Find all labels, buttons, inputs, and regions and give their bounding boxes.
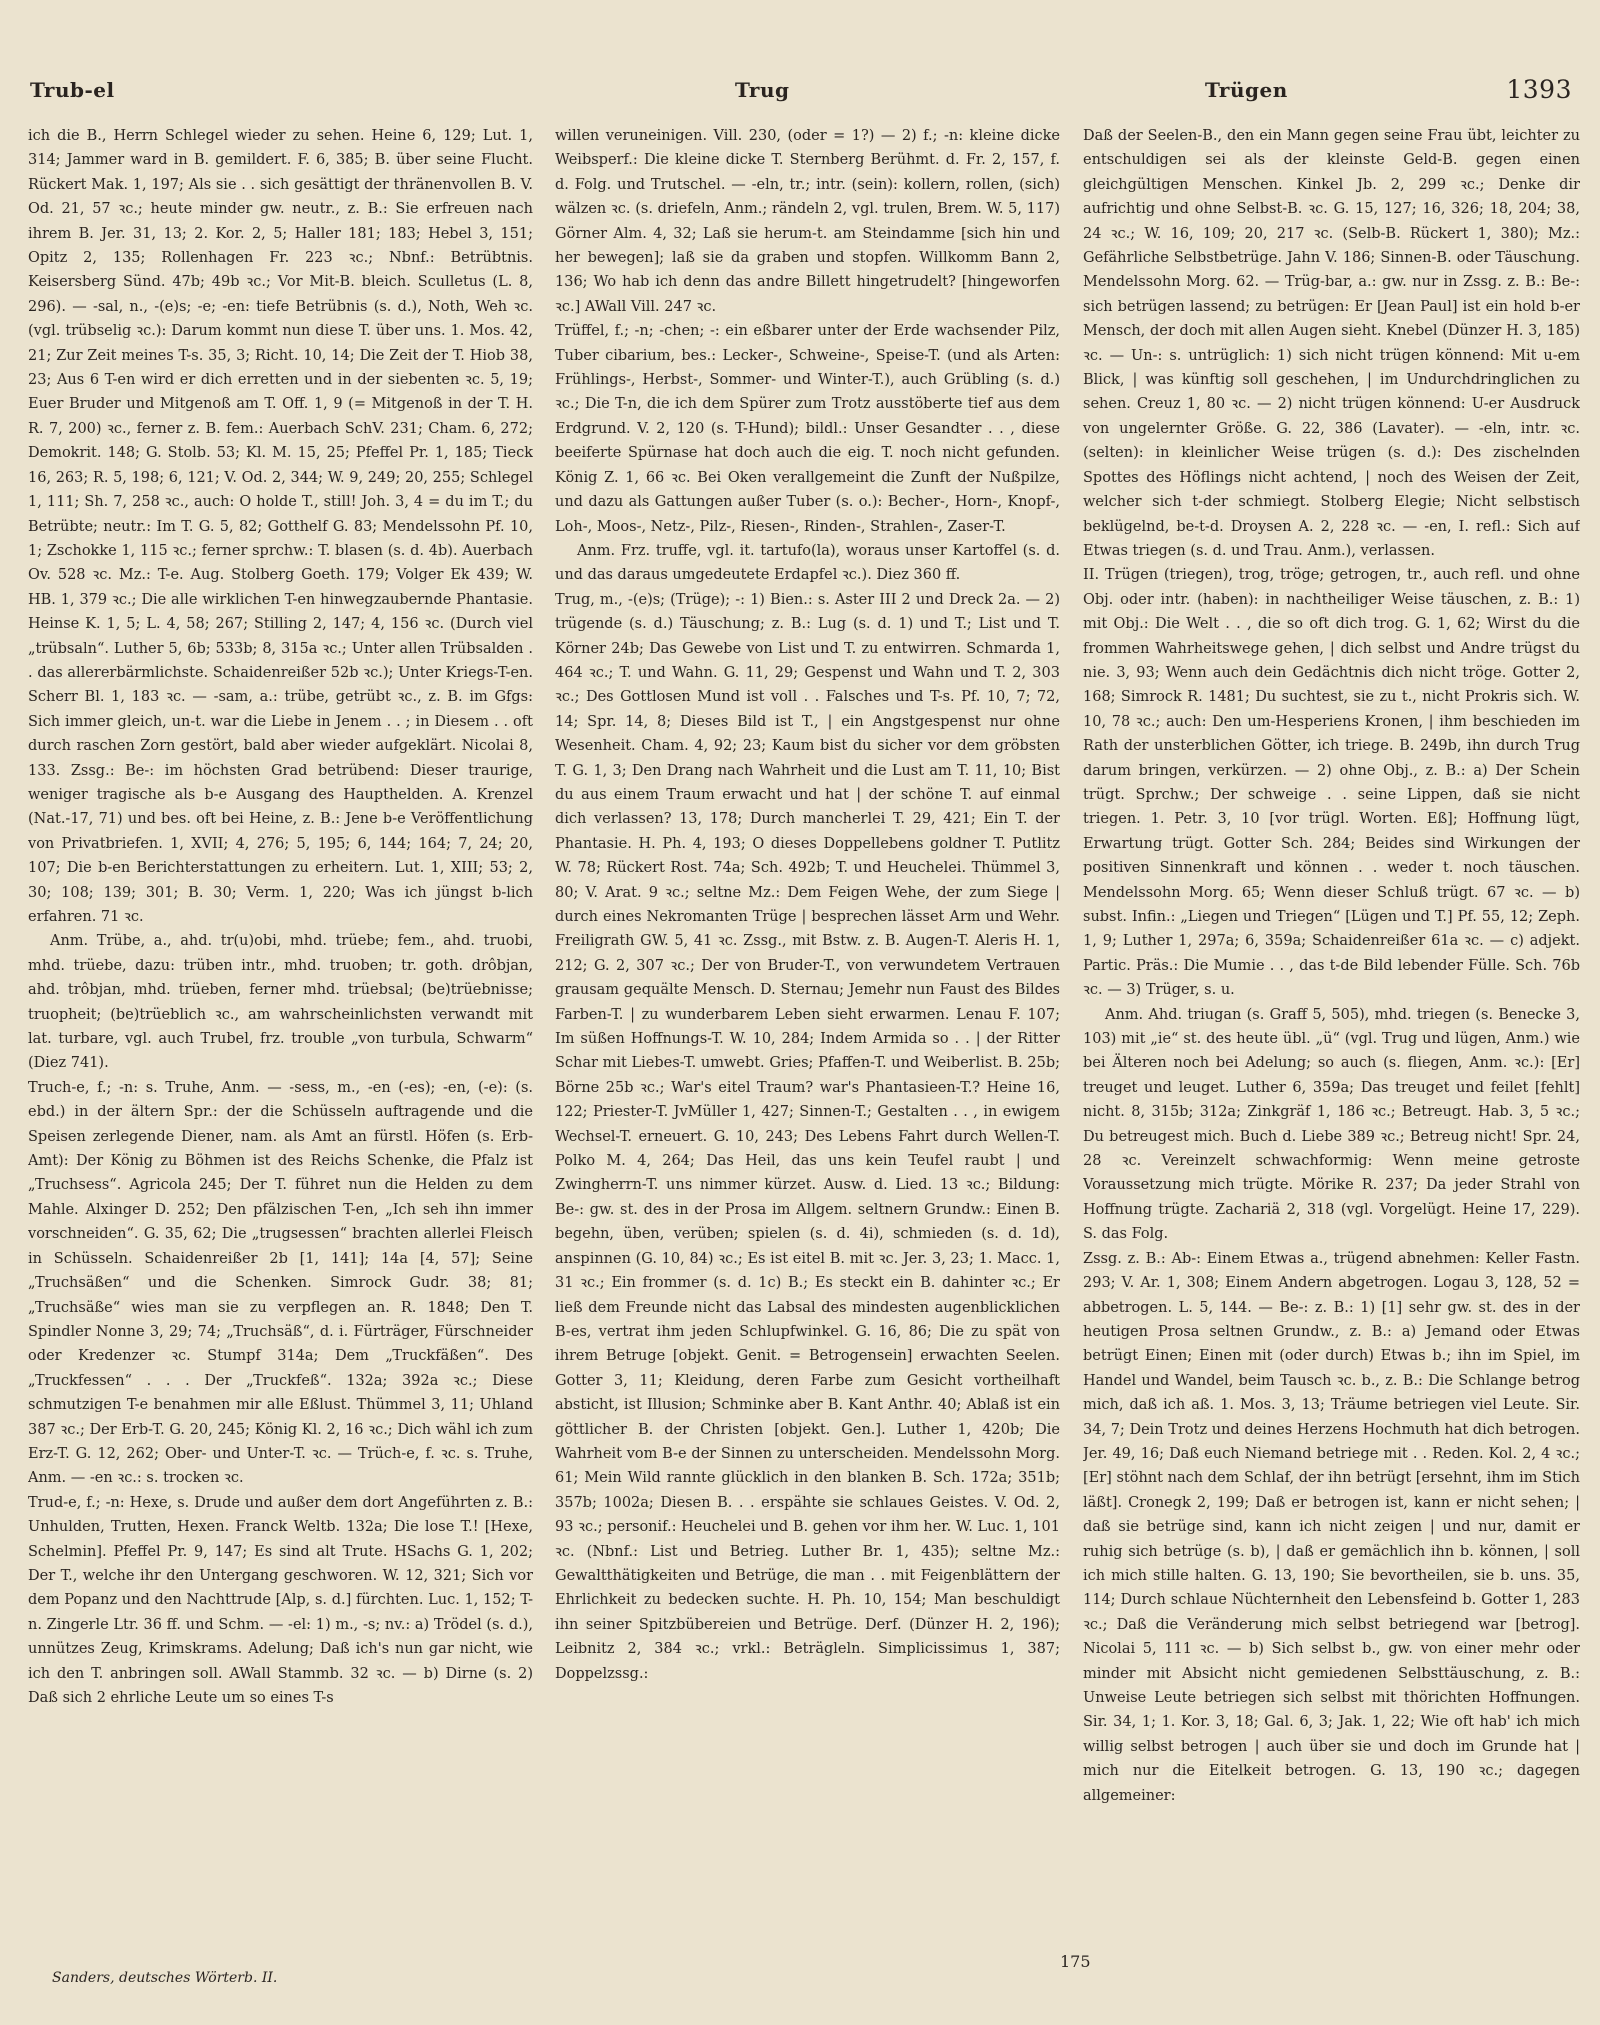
annotation-paragraph: Anm. Trübe, a., ahd. tr(u)obi, mhd. trüebe; fem., ahd. truobi, mhd. trüebe, dazu: trüben intr., mhd. truoben; tr. goth. drôbjan, ahd. trôbjan, mhd. trüeben, ferner mhd. trüebsal; (be)trüebnisse; truopheit; (be)trüeblich ꝛc., am wahrscheinlichsten verwandt mit lat. turbare, vgl. auch Trubel, frz. trouble „von turbula, Schwarm“ (Diez 741). — [28, 933, 533, 1072]
running-head-left: Trub-el — [30, 78, 115, 102]
entry-paragraph: Zssg. z. B.: Ab-: Einem Etwas a., trügend abnehmen: Keller Fastn. 293; V. Ar. 1, 308; Einem Andern abgetrogen. Logau 3, 128, 52 = abbetrogen. L. 5, 144. — Be-: z. B.: 1) [1] sehr gw. st. des in der heutigen Prosa seltnen Grundw., z. B.: a) Jemand oder Etwas betrügt Einen; Einen mit (oder durch) Etwas b.; ihn im Spiel, im Handel und Wandel, beim Tausch ꝛc. b., z. B.: Die Schlange betrog mich, daß ich aß. 1. Mos. 3, 13; Träume betriegen viel Leute. Sir. 34, 7; Dein Trotz und deines Herzens Hochmuth hat dich betrogen. Jer. 49, 16; Daß euch Niemand betriege mit . . Reden. Kol. 2, 4 ꝛc.; [Er] stöhnt nach dem Schlaf, der ihn betrügt [ersehnt, ihm im Stich läßt]. Cronegk 2, 199; Daß er betrogen ist, kann er nicht sehen; | daß sie betrüge sind, kann ich nicht zeigen | und nur, damit er ruhig sich betrüge (s. b), | daß er gemächlich ihn b. können, | soll ich mich stille halten. G. 13, 190; Sie bevortheilen, sie b. uns. 35, 114; Durch schlaue Nüchternheit den Lebensfeind b. Gotter 1, 283 ꝛc.; Daß die Veränderung mich selbst betriegend war [betrog]. Nicolai 5, 111 ꝛc. — b) Sich selbst b., gw. von einer mehr oder minder mit Absicht nicht gemiedenen Selbsttäuschung, z. B.: Unweise Leute betriegen sich selbst mit thörichten Hoffnungen. Sir. 34, 1; 1. Kor. 3, 18; Gal. 6, 3; Jak. 1, 22; Wie oft hab' ich mich willig selbst betrogen | auch über sie und doch im Grunde hat | mich nur die Eitelkeit betrogen. G. 13, 190 ꝛc.; dagegen allgemeiner: — [1083, 1250, 1580, 1804]
annotation-paragraph: Anm. Frz. truffe, vgl. it. tartufo(la), woraus unser Kartoffel (s. d. und das daraus umgedeutete Erdapfel ꝛc.). Diez 360 ff. — [555, 542, 1060, 584]
text-column-1 — [28, 124, 533, 1904]
entry-paragraph: Daß der Seelen-B., den ein Mann gegen seine Frau übt, leichter zu entschuldigen sei als der kleinste Geld-B. gegen einen gleichgültigen Menschen. Kinkel Jb. 2, 299 ꝛc.; Denke dir aufrichtig und ohne Selbst-B. ꝛc. G. 15, 127; 16, 326; 18, 204; 38, 24 ꝛc.; W. 16, 109; 20, 217 ꝛc. (Selb-B. Rückert 1, 380); Mz.: Gefährliche Selbstbetrüge. Jahn V. 186; Sinnen-B. oder Täuschung. Mendelssohn Morg. 62. — Trüg-bar, a.: gw. nur in Zssg. z. B.: Be-: sich betrügen lassend; zu betrügen: Er [Jean Paul] ist ein hold b-er Mensch, der doch mit allen Augen sieht. Knebel (Dünzer H. 3, 185) ꝛc. — Un-: s. untrüglich: 1) sich nicht trügen könnend: Mit u-em Blick, | was künftig soll geschehen, | im Undurchdringlichen zu sehen. Creuz 1, 80 ꝛc. — 2) nicht trügen könnend: U-er Ausdruck von ungelernter Größe. G. 22, 386 (Lavater). — -eln, intr. ꝛc. (selten): in kleinlicher Weise trügen (s. d.): Des zischelnden Spottes des Höflings nicht achtend, | noch des Weisen der Zeit, welcher sich t-der schmiegt. Stolberg Elegie; Nicht selbstisch beklügelnd, be-t-d. Droysen A. 2, 228 ꝛc. — -en, I. refl.: Sich auf Etwas triegen (s. d. und Trau. Anm.), verlassen. — [1083, 128, 1580, 559]
running-head-right: Trügen — [1205, 78, 1288, 102]
entry-paragraph: ich die B., Herrn Schlegel wieder zu sehen. Heine 6, 129; Lut. 1, 314; Jammer ward in B. gemildert. F. 6, 385; B. über seine Flucht. Rückert Mak. 1, 197; Als sie . . sich gesättigt der thränenvollen B. V. Od. 21, 57 ꝛc.; heute minder gw. neutr., z. B.: Sie erfreuen nach ihrem B. Jer. 31, 13; 2. Kor. 2, 5; Haller 181; 183; Hebel 3, 151; Opitz 2, 135; Rollenhagen Fr. 223 ꝛc.; Nbnf.: Betrübtnis. Keisersberg Sünd. 47b; 49b ꝛc.; Vor Mit-B. bleich. Sculletus (L. 8, 296). — -sal, n., -(e)s; -e; -en: tiefe Betrübnis (s. d.), Noth, Weh ꝛc. (vgl. trübselig ꝛc.): Darum kommt nun diese T. über uns. 1. Mos. 42, 21; Zur Zeit meines T-s. 35, 3; Richt. 10, 14; Die Zeit der T. Hiob 38, 23; Aus 6 T-en wird er dich erretten und in der siebenten ꝛc. 5, 19; Euer Bruder und Mitgenoß am T. Off. 1, 9 (= Mitgenoß in der T. H. R. 7, 200) ꝛc., ferner z. B. fem.: Auerbach SchV. 231; Cham. 6, 272; Demokrit. 148; G. Stolb. 53; Kl. M. 15, 25; Pfeffel Pr. 1, 185; Tieck 16, 263; R. 5, 198; 6, 121; V. Od. 2, 344; W. 9, 249; 20, 255; Schlegel 1, 111; Sh. 7, 258 ꝛc., auch: O holde T., still! Joh. 3, 4 = du im T.; du Betrübte; neutr.: Im T. G. 5, 82; Gotthelf G. 83; Mendelssohn Pf. 10, 1; Zschokke 1, 115 ꝛc.; ferner sprchw.: T. blasen (s. d. 4b). Auerbach Ov. 528 ꝛc. Mz.: T-e. Aug. Stolberg Goeth. 179; Volger Ek 439; W. HB. 1, 379 ꝛc.; Die alle wirklichen T-en hinwegzaubernde Phantasie. Heinse K. 1, 5; L. 4, 58; 267; Stilling 2, 147; 4, 156 ꝛc. (Durch viel „trübsaln“. Luther 5, 6b; 533b; 8, 315a ꝛc.; Unter allen Trübsalden . . das allererbärmlichste. Schaidenreißer 52b ꝛc.); Unter Kriegs-T-en. Scherr Bl. 1, 183 ꝛc. — -sam, a.: trübe, getrübt ꝛc., z. B. im Gfgs: Sich immer gleich, un-t. war die Liebe in Jenem . . ; in Diesem . . oft durch raschen Zorn gestört, bald aber wieder aufgeklärt. Nicolai 8, 133. Zssg.: Be-: im höchsten Grad betrübend: Dieser traurige, weniger tragische als b-e Ausgang des Haupthelden. A. Krenzel (Nat.-17, 71) und bes. oft bei Heine, z. B.: Jene b-e Veröffentlichung von Privatbriefen. 1, XVII; 4, 276; 5, 195; 6, 144; 164; 7, 24; 20, 107; Die b-en Berichterstattungen zu erheitern. Lut. 1, XIII; 53; 2, 30; 108; 139; 301; B. 30; Verm. 1, 220; Was ich jüngst b-lich erfahren. 71 ꝛc. — [28, 128, 533, 925]
footer-imprint: Sanders, deutsches Wörterb. II. — [52, 1970, 278, 1986]
text-column-2 — [555, 124, 1060, 1904]
entry-paragraph: Truch-e, f.; -n: s. Truhe, Anm. — -sess, m., -en (-es); -en, (-e): (s. ebd.) in der ältern Spr.: der die Schüsseln auftragende und die Speisen zerlegende Diener, nam. als Amt an fürstl. Höfen (s. Erb-Amt): Der König zu Böhmen ist des Reichs Schenke, die Pfalz ist „Truchsess“. Agricola 245; Der T. führet nun die Helden zu dem Mahle. Alxinger D. 252; Den pfälzischen T-en, „Ich seh ihn immer vorschneiden“. G. 35, 62; Die „trugsessen“ brachten allerlei Fleisch in Schüsseln. Schaidenreißer 2b [1, 141]; 14a [4, 57]; Seine „Truchsäßen“ und die Schenken. Simrock Gudr. 38; 81; „Truchsäße“ wies man sie zu verpflegen an. R. 1848; Den T. Spindler Nonne 3, 29; 74; „Truchsäß“, d. i. Fürträger, Fürschneider oder Kredenzer ꝛc. Stumpf 314a; Dem „Truckfäßen“. Des „Truckfessen“ . . . Der „Truckfeß“. 132a; 392a ꝛc.; Diese schmutzigen T-e benahmen mir alle Eßlust. Thümmel 3, 11; Uhland 387 ꝛc.; Der Erb-T. G. 20, 245; König Kl. 2, 16 ꝛc.; Dich wähl ich zum Erz-T. G. 12, 262; Ober- und Unter-T. ꝛc. — Trüch-e, f. ꝛc. s. Truhe, Anm. — -en ꝛc.: s. trocken ꝛc. — [28, 1079, 533, 1487]
entry-paragraph: Trud-e, f.; -n: Hexe, s. Drude und außer dem dort Angeführten z. B.: Unhulden, Trutten, Hexen. Franck Weltb. 132a; Die lose T.! [Hexe, Schelmin]. Pfeffel Pr. 9, 147; Es sind alt Trute. HSachs G. 1, 202; Der T., welche ihr den Untergang geschworen. W. 12, 321; Sich vor dem Popanz und den Nachttrude [Alp, s. d.] fürchten. Luc. 1, 152; T-n. Zingerle Ltr. 36 ff. und Schm. — -el: 1) m., -s; nv.: a) Trödel (s. d.), unnützes Zeug, Krimskrams. Adelung; Daß ich's nun gar nicht, wie ich den T. anbringen soll. AWall Stammb. 32 ꝛc. — b) Dirne (s. 2) Daß sich 2 ehrliche Leute um so eines T-s — [28, 1494, 533, 1706]
text-column-3 — [1083, 124, 1580, 1904]
entry-paragraph: willen veruneinigen. Vill. 230, (oder = 1?) — 2) f.; -n: kleine dicke Weibsperf.: Die kleine dicke T. Sternberg Berühmt. d. Fr. 2, 157, f. d. Folg. und Trutschel. — -eln, tr.; intr. (sein): kollern, rollen, (sich) wälzen ꝛc. (s. driefeln, Anm.; rändeln 2, vgl. trulen, Brem. W. 5, 117) Görner Alm. 4, 32; Laß sie herum-t. am Steindamme [sich hin und her bewegen]; laß sie da graben und stopfen. Willkomm Bann 2, 136; Wo hab ich denn das andre Billett hingetrudelt? [hingeworfen ꝛc.] AWall Vill. 247 ꝛc. — [555, 128, 1060, 315]
running-head-center: Trug — [735, 78, 790, 102]
annotation-paragraph: Anm. Ahd. triugan (s. Graff 5, 505), mhd. triegen (s. Benecke 3, 103) mit „ie“ st. des heute übl. „ü“ (vgl. Trug und lügen, Anm.) wie bei Älteren noch bei Adelung; so auch (s. fliegen, Anm. ꝛc.): [Er] treuget und leuget. Luther 6, 359a; Das treuget und feilet [fehlt] nicht. 8, 315b; 312a; Zinkgräf 1, 186 ꝛc.; Betreugt. Hab. 3, 5 ꝛc.; Du betreugest mich. Buch d. Liebe 389 ꝛc.; Betreug nicht! Spr. 24, 28 ꝛc. Vereinzelt schwachformig: Wenn meine getroste Voraussetzung mich trügte. Mörike R. 237; Da jeder Strahl von Hoffnung trügte. Zachariä 2, 318 (vgl. Vorgelügt. Heine 17, 229). S. das Folg. — [1083, 1006, 1580, 1243]
entry-paragraph: II. Trügen (triegen), trog, tröge; getrogen, tr., auch refl. und ohne Obj. oder intr. (haben): in nachtheiliger Weise täuschen, z. B.: 1) mit Obj.: Die Welt . . , die so oft dich trog. G. 1, 62; Wirst du die frommen Wahrheitswege gehen, | dich selbst und Andre trügst du nie. 3, 93; Wenn auch dein Gedächtnis dich nicht tröge. Gotter 2, 168; Simrock R. 1481; Du suchtest, sie zu t., nicht Prokris sich. W. 10, 78 ꝛc.; auch: Den um-Hesperiens Kronen, | ihm beschieden im Rath der unsterblichen Götter, ich triege. B. 249b, ihn durch Trug darum bringen, verkürzen. — 2) ohne Obj., z. B.: a) Der Schein trügt. Sprchw.; Der schweige . . seine Lippen, daß sie nicht triegen. 1. Petr. 3, 10 [vor trügl. Worten. Eß]; Hoffnung lügt, Erwartung trügt. Gotter Sch. 284; Beides sind Wirkungen der positiven Sinnenkraft und können . . weder t. noch täuschen. Mendelssohn Morg. 65; Wenn dieser Schluß trügt. 67 ꝛc. — b) subst. Infin.: „Liegen und Triegen“ [Lügen und T.] Pf. 55, 12; Zeph. 1, 9; Luther 1, 297a; 6, 359a; Schaidenreißer 61a ꝛc. — c) adjekt. Partic. Präs.: Die Mumie . . , das t-de Bild lebender Fülle. Sch. 76b ꝛc. — 3) Trüger, s. u. — [1083, 567, 1580, 999]
entry-paragraph: Trüffel, f.; -n; -chen; -: ein eßbarer unter der Erde wachsender Pilz, Tuber cibarium, bes.: Lecker-, Schweine-, Speise-T. (und als Arten: Frühlings-, Herbst-, Sommer- und Winter-T.), auch Grübling (s. d.) ꝛc.; Die T-n, die ich dem Spürer zum Trotz ausstöberte tief aus dem Erdgrund. V. 2, 120 (s. T-Hund); bildl.: Unser Gesandter . . , diese beeiferte Spürnase hat doch auch die eig. T. noch nicht gefunden. König Z. 1, 66 ꝛc. Bei Oken verallgemeint die Zunft der Nußpilze, und dazu als Gattungen außer Tuber (s. o.): Becher-, Horn-, Knopf-, Loh-, Moos-, Netz-, Pilz-, Riesen-, Rinden-, Strahlen-, Zaser-T. — [555, 323, 1060, 535]
signature-mark: 175 — [1060, 1952, 1091, 1971]
entry-paragraph: Trug, m., -(e)s; (Trüge); -: 1) Bien.: s. Aster III 2 und Dreck 2a. — 2) trügende (s. d.) Täuschung; z. B.: Lug (s. d. 1) und T.; List und T. Körner 24b; Das Gewebe von List und T. zu entwirren. Schmarda 1, 464 ꝛc.; T. und Wahn. G. 11, 29; Gespenst und Wahn und T. 2, 303 ꝛc.; Des Gottlosen Mund ist voll . . Falsches und T-s. Pf. 10, 7; 72, 14; Spr. 14, 8; Dieses Bild ist T., | ein Angstgespenst nur ohne Wesenheit. Cham. 4, 92; 23; Kaum bist du sicher vor dem gröbsten T. G. 1, 3; Den Drang nach Wahrheit und die Lust am T. 11, 10; Bist du aus einem Traum erwacht und hat | der schöne T. auf einmal dich verlassen? 13, 178; Durch mancherlei T. 29, 421; Ein T. der Phantasie. H. Ph. 4, 193; O dieses Doppellebens goldner T. Putlitz W. 78; Rückert Rost. 74a; Sch. 492b; T. und Heuchelei. Thümmel 3, 80; V. Arat. 9 ꝛc.; seltne Mz.: Dem Feigen Wehe, der zum Siege | durch eines Nekromanten Trüge | besprechen lässet Arm und Wehr. Freiligrath GW. 5, 41 ꝛc. Zssg., mit Bstw. z. B. Augen-T. Aleris H. 1, 212; G. 2, 307 ꝛc.; Der von Bruder-T., von verwundetem Vertrauen grausam gequälte Mensch. D. Sternau; Jemehr nun Faust des Bildes Farben-T. | zu wunderbarem Leben sieht erwarmen. Lenau F. 107; Im süßen Hoffnungs-T. W. 10, 284; Indem Armida so . . | der Ritter Schar mit Liebes-T. umwebt. Gries; Pfaffen-T. und Weiberlist. B. 25b; Börne 25b ꝛc.; War's eitel Traum? war's Phantasieen-T.? Heine 16, 122; Priester-T. JvMüller 1, 427; Sinnen-T.; Gestalten . . , in ewigem Wechsel-T. erneuert. G. 10, 243; Des Lebens Fahrt durch Wellen-T. Polko M. 4, 264; Das Heil, das uns kein Teufel raubt | und Zwingherrn-T. uns nimmer kürzet. Ausw. d. Lied. 13 ꝛc.; Bildung: Be-: gw. st. des in der Prosa im Allgem. seltnern Grundw.: Einen B. begehn, üben, verüben; spielen (s. d. 4i), schmieden (s. d. 1d), anspinnen (G. 10, 84) ꝛc.; Es ist eitel B. mit ꝛc. Jer. 3, 23; 1. Macc. 1, 31 ꝛc.; Ein frommer (s. d. 1c) B.; Es steckt ein B. dahinter ꝛc.; Er ließ dem Freunde nicht das Labsal des mindesten augenblicklichen B-es, vertrat ihm jeden Schlupfwinkel. G. 16, 86; Die zu spät von ihrem Betruge [objekt. Genit. = Betrogensein] erwachten Seelen. Gotter 3, 11; Kleidung, deren Farbe zum Gesicht vortheilhaft absticht, ist Illusion; Schminke aber B. Kant Anthr. 40; Ablaß ist ein göttlicher B. der Christen [objekt. Gen.]. Luther 1, 420b; Die Wahrheit vom B-e der Sinnen zu unterscheiden. Mendelssohn Morg. 61; Mein Wild rannte glücklich in den blanken B. Sch. 172a; 351b; 357b; 1002a; Diesen B. . . erspähte sie schlaues Geistes. V. Od. 2, 93 ꝛc.; personif.: Heuchelei und B. gehen vor ihm her. W. Luc. 1, 101 ꝛc. (Nbnf.: List und Betrieg. Luther Br. 1, 435); seltne Mz.: Gewaltthätigkeiten und Betrüge, die man . . mit Feigenblättern der Ehrlichkeit zu bedecken suchte. H. Ph. 10, 154; Man beschuldigt ihn seiner Spitzbübereien und Betrüge. Derf. (Dünzer H. 2, 196); Leibnitz 2, 384 ꝛc.; vrkl.: Beträgleln. Simplicissimus 1, 387; Doppelzssg.: — [555, 591, 1060, 1682]
page-number: 1393 — [1506, 75, 1572, 104]
